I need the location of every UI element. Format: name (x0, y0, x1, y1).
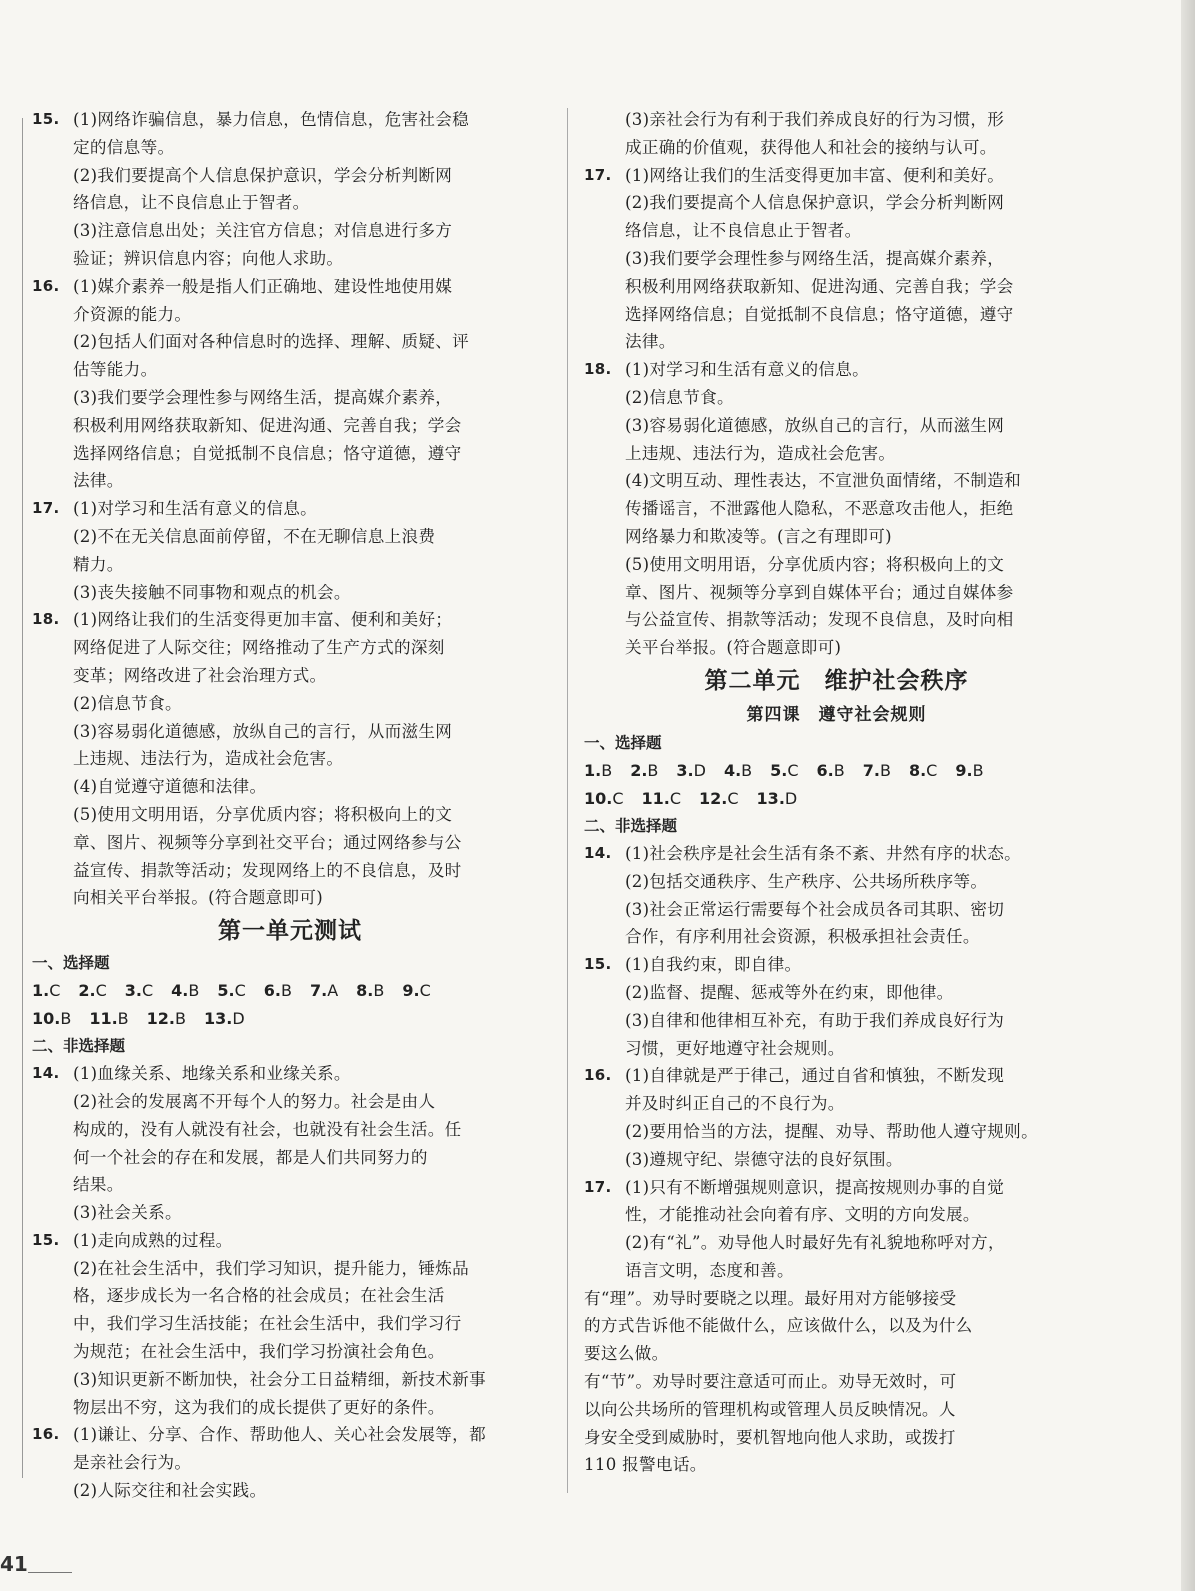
choice-answer (584, 789, 624, 808)
question-number: 17. (584, 165, 612, 184)
choice-number: 4. (723, 760, 742, 780)
choice-answer (630, 761, 658, 780)
answer-line: (2)社会的发展离不开每个人的努力。社会是由人 (73, 1091, 436, 1111)
answer-line: 的方式告诉他不能做什么，应该做什么，以及为什么 (584, 1316, 973, 1336)
answer-line: 成正确的价值观，获得他人和社会的接纳与认可。 (625, 137, 997, 157)
choice-letter: B (601, 760, 613, 780)
choice-heading: 一、选择题 (32, 954, 110, 973)
answer-line: (3)丧失接触不同事物和观点的机会。 (73, 582, 351, 602)
answer-line: 物层出不穷，这为我们的成长提供了更好的条件。 (73, 1397, 445, 1417)
question-number: 16. (584, 1066, 612, 1085)
question-number: 18. (32, 610, 60, 629)
answer-line: 语言文明，态度和善。 (625, 1260, 794, 1280)
choice-number: 5. (217, 981, 235, 1001)
answer-line: (3)我们要学会理性参与网络生活，提高媒介素养， (625, 248, 1005, 268)
question-16 (32, 273, 548, 495)
test-question-16 (32, 1421, 548, 1504)
choice-letter: B (373, 981, 385, 1001)
answer-line: (1)网络诈骗信息，暴力信息，色情信息，危害社会稳 (73, 110, 470, 129)
choice-answer (264, 981, 292, 1000)
answer-line: (2)要用恰当的方法，提醒、劝导、帮助他人遵守规则。 (625, 1121, 1038, 1141)
right-column (584, 106, 1089, 1479)
answer-line: (1)对学习和生活有意义的信息。 (73, 499, 318, 519)
answer-line: 110 报警电话。 (584, 1455, 707, 1475)
answer-line: (4)文明互动、理性表达，不宣泄负面情绪，不制造和 (625, 471, 1022, 491)
choice-answer (78, 981, 106, 1000)
answer-line: (2)有“礼”。劝导他人时最好先有礼貌地称呼对方， (625, 1233, 1005, 1253)
answer-line: (3)亲社会行为有利于我们养成良好的行为习惯，形 (625, 110, 1005, 129)
choice-answer (147, 1009, 186, 1028)
question-18 (32, 606, 548, 912)
answer-line: 法律。 (73, 471, 124, 491)
choice-answer (770, 761, 798, 780)
choice-number: 2. (630, 760, 648, 780)
choice-letter: C (727, 788, 739, 808)
answer-line: 益宣传、捐款等活动；发现网络上的不良信息，及时 (73, 860, 462, 880)
test-question-18 (584, 356, 1089, 662)
answer-line: 习惯，更好地遵守社会规则。 (625, 1038, 845, 1058)
choice-answer (32, 981, 60, 1000)
choice-number: 7. (309, 981, 328, 1001)
choice-number: 10. (584, 788, 613, 808)
left-column (32, 106, 548, 1505)
answer-line: 网络暴力和欺凌等。(言之有理即可) (625, 526, 892, 546)
answer-line: (3)容易弱化道德感，放纵自己的言行，从而滋生网 (625, 415, 1005, 435)
choice-letter: C (787, 760, 799, 780)
answer-line: (5)使用文明用语，分享优质内容；将积极向上的文 (73, 804, 453, 824)
question-number: 15. (32, 1230, 60, 1249)
question-number: 16. (32, 1425, 60, 1444)
answer-line: 并及时纠正自己的不良行为。 (625, 1094, 845, 1114)
answer-line: 构成的，没有人就没有社会，也就没有社会生活。任 (73, 1119, 462, 1139)
choice-answer (724, 761, 752, 780)
question-number: 14. (584, 843, 612, 862)
unit-2-title: 第二单元 维护社会秩序 (704, 667, 969, 694)
choice-number: 10. (32, 1009, 61, 1029)
choice-letter: B (280, 981, 292, 1001)
column-divider (567, 108, 568, 1493)
unit-test-title: 第一单元测试 (218, 918, 362, 945)
choice-number: 11. (641, 788, 670, 808)
answer-line: (4)自觉遵守道德和法律。 (73, 777, 267, 797)
question-number: 18. (584, 360, 612, 379)
choice-letter: C (669, 788, 682, 808)
answer-line: 性，才能推动社会向着有序、文明的方向发展。 (625, 1205, 980, 1225)
choice-number: 13. (756, 788, 785, 808)
answer-line: 以向公共场所的管理机构或管理人员反映情况。人 (584, 1399, 956, 1419)
answer-line: 积极利用网络获取新知、促进沟通、完善自我；学会 (625, 276, 1014, 296)
question-number: 15. (32, 110, 60, 128)
answer-line: (5)使用文明用语，分享优质内容；将积极向上的文 (625, 554, 1005, 574)
choice-letter: B (175, 1009, 186, 1029)
answer-line: 身安全受到威胁时，要机智地向他人求助，或拨打 (584, 1427, 956, 1447)
left-margin-rule (22, 118, 23, 1478)
choice-number: 5. (770, 760, 788, 780)
question-number: 17. (32, 499, 60, 518)
choice-number: 12. (699, 788, 728, 808)
answer-line: 络信息，让不良信息止于智者。 (73, 193, 310, 213)
answer-line: (3)知识更新不断加快，社会分工日益精细，新技术新事 (73, 1369, 486, 1389)
choice-letter: C (49, 981, 61, 1001)
answer-line: (2)包括人们面对各种信息时的选择、理解、质疑、评 (73, 332, 470, 352)
answer-line: 上违规、违法行为，造成社会危害。 (625, 443, 896, 463)
choice-letter: B (60, 1009, 72, 1029)
choice-number: 7. (862, 760, 880, 780)
answer-line: 选择网络信息；自觉抵制不良信息；恪守道德，遵守 (73, 443, 462, 463)
answer-line: (2)我们要提高个人信息保护意识，学会分析判断网 (73, 165, 453, 185)
answer-line: 定的信息等。 (73, 137, 175, 157)
choice-letter: D (232, 1009, 245, 1029)
test-question-14 (32, 1060, 548, 1227)
choice-letter: C (926, 760, 938, 780)
answer-line: (1)自我约束，即自律。 (625, 955, 802, 975)
answer-line: (1)走向成熟的过程。 (73, 1230, 233, 1250)
choice-number: 3. (124, 981, 142, 1001)
choice-letter: B (741, 760, 753, 780)
answer-line: 为规范；在社会生活中，我们学习扮演社会角色。 (73, 1342, 445, 1362)
choice-answer (402, 981, 430, 1000)
answer-line: (2)信息节食。 (625, 387, 734, 407)
answer-line: 验证；辨识信息内容；向他人求助。 (73, 248, 344, 268)
question-number: 14. (32, 1064, 60, 1083)
choice-answer (757, 789, 798, 808)
choice-number: 9. (955, 760, 973, 780)
lesson-question-15 (584, 951, 1089, 1062)
answer-line: 变革；网络改进了社会治理方式。 (73, 665, 327, 685)
choice-letter: C (142, 981, 154, 1001)
choice-answer (584, 761, 612, 780)
choice-answer (125, 981, 153, 1000)
choice-number: 8. (908, 760, 927, 780)
choice-answers-row (584, 757, 1089, 785)
choice-letter: B (647, 760, 659, 780)
question-17 (32, 495, 548, 606)
choice-number: 6. (816, 760, 834, 780)
choice-number: 9. (402, 981, 420, 1001)
choice-answer (863, 761, 891, 780)
choice-answer (817, 761, 845, 780)
answer-line: (3)容易弱化道德感，放纵自己的言行，从而滋生网 (73, 721, 453, 741)
answer-line: 络信息，让不良信息止于智者。 (625, 221, 862, 241)
answer-line: (3)社会正常运行需要每个社会成员各司其职、密切 (625, 899, 1005, 919)
choice-letter: A (327, 981, 339, 1001)
choice-number: 12. (146, 1009, 175, 1029)
answer-line: (3)社会关系。 (73, 1203, 182, 1223)
choice-letter: C (234, 981, 246, 1001)
answer-line: 法律。 (625, 332, 676, 352)
choice-letter: B (972, 760, 984, 780)
answer-line: 有“理”。劝导时要晓之以理。最好用对方能够接受 (584, 1288, 957, 1308)
choice-letter: B (117, 1009, 129, 1029)
answer-line: 网络促进了人际交往；网络推动了生产方式的深刻 (73, 638, 445, 658)
choice-answers-row (32, 977, 548, 1005)
choice-heading: 一、选择题 (584, 733, 662, 752)
answer-line: 上违规、违法行为，造成社会危害。 (73, 749, 344, 769)
answer-line: 有“节”。劝导时要注意适可而止。劝导无效时，可 (584, 1372, 957, 1392)
choice-number: 13. (203, 1009, 233, 1029)
answer-line: (3)注意信息出处；关注官方信息；对信息进行多方 (73, 221, 453, 241)
choice-letter: D (693, 760, 706, 780)
choice-number: 3. (676, 760, 694, 780)
answer-line: (1)对学习和生活有意义的信息。 (625, 360, 870, 380)
choice-answer (676, 761, 706, 780)
answer-line: (1)自律就是严于律己，通过自省和慎独，不断发现 (625, 1066, 1005, 1086)
choice-number: 2. (78, 981, 96, 1001)
choice-answer (642, 789, 682, 808)
answer-line: (1)网络让我们的生活变得更加丰富、便利和美好； (73, 610, 453, 630)
choice-answer (217, 981, 245, 1000)
test-question-15 (32, 1227, 548, 1422)
question-number: 17. (584, 1177, 612, 1196)
answer-line: (2)不在无关信息面前停留，不在无聊信息上浪费 (73, 526, 436, 546)
answer-line: 结果。 (73, 1175, 124, 1195)
answer-line: 选择网络信息；自觉抵制不良信息；恪守道德，遵守 (625, 304, 1014, 324)
choice-answer (699, 789, 739, 808)
nonchoice-heading: 二、非选择题 (584, 816, 678, 835)
lesson-question-17 (584, 1174, 1089, 1285)
choice-answer (909, 761, 937, 780)
answer-line: 何一个社会的存在和发展，都是人们共同努力的 (73, 1147, 428, 1167)
choice-answers-row (32, 1005, 548, 1033)
page-number: 41 (0, 1552, 28, 1576)
choice-answer (89, 1009, 128, 1028)
answer-line: (2)在社会生活中，我们学习知识，提升能力，锤炼品 (73, 1258, 470, 1278)
choice-number: 1. (32, 981, 50, 1001)
answer-line: 估等能力。 (73, 360, 158, 380)
choice-letter: B (188, 981, 200, 1001)
lesson-question-16 (584, 1062, 1089, 1173)
answer-line: 章、图片、视频等分享到社交平台；通过网络参与公 (73, 832, 462, 852)
answer-line: (2)信息节食。 (73, 693, 182, 713)
choice-answer (32, 1009, 71, 1028)
choice-number: 6. (263, 981, 281, 1001)
answer-line: 合作，有序利用社会资源，积极承担社会责任。 (625, 927, 980, 947)
answer-line: 与公益宣传、捐款等活动；发现不良信息，及时向相 (625, 610, 1014, 630)
choice-number: 4. (171, 981, 189, 1001)
choice-letter: D (784, 788, 798, 808)
choice-number: 8. (356, 981, 374, 1001)
choice-answer (955, 761, 983, 780)
answer-line: (3)自律和他律相互补充，有助于我们养成良好行为 (625, 1010, 1005, 1030)
answer-line: 介资源的能力。 (73, 304, 192, 324)
choice-letter: C (612, 788, 624, 808)
answer-line: (3)遵规守纪、崇德守法的良好氛围。 (625, 1149, 903, 1169)
answer-line: 是亲社会行为。 (73, 1453, 192, 1473)
page-edge-shadow (1181, 0, 1195, 1591)
nonchoice-heading: 二、非选择题 (32, 1037, 126, 1056)
answer-line: 积极利用网络获取新知、促进沟通、完善自我；学会 (73, 415, 462, 435)
choice-answers-row (584, 785, 1089, 813)
test-question-16-continued (584, 106, 1089, 162)
question-number: 15. (584, 955, 612, 974)
question-number: 16. (32, 276, 60, 295)
answer-line: 章、图片、视频等分享到自媒体平台；通过自媒体参 (625, 582, 1014, 602)
choice-answer (204, 1009, 245, 1028)
answer-line: 要这么做。 (584, 1344, 669, 1364)
choice-answer (310, 981, 338, 1000)
answer-line: 精力。 (73, 554, 124, 574)
answer-line: 中，我们学习生活技能；在社会生活中，我们学习行 (73, 1314, 462, 1334)
lesson-question-17-notes (584, 1285, 1089, 1480)
answer-line: (1)媒介素养一般是指人们正确地、建设性地使用媒 (73, 276, 453, 296)
choice-letter: C (419, 981, 431, 1001)
lesson-4-title: 第四课 遵守社会规则 (746, 704, 927, 725)
answer-line: (2)人际交往和社会实践。 (73, 1481, 267, 1501)
choice-answer (171, 981, 199, 1000)
choice-number: 1. (584, 760, 602, 780)
question-15 (32, 106, 548, 273)
answer-line: 向相关平台举报。(符合题意即可) (73, 888, 324, 908)
answer-line: (2)包括交通秩序、生产秩序、公共场所秩序等。 (625, 871, 988, 891)
choice-letter: B (879, 760, 891, 780)
answer-line: (1)网络让我们的生活变得更加丰富、便利和美好。 (625, 165, 1005, 185)
answer-line: (2)监督、提醒、惩戒等外在约束，即他律。 (625, 982, 954, 1002)
test-question-17 (584, 162, 1089, 357)
answer-line: (2)我们要提高个人信息保护意识，学会分析判断网 (625, 193, 1005, 213)
answer-line: 格，逐步成长为一名合格的社会成员；在社会生活 (73, 1286, 445, 1306)
answer-line: (1)只有不断增强规则意识，提高按规则办事的自觉 (625, 1177, 1005, 1197)
lesson-question-14 (584, 840, 1089, 951)
answer-line: (1)社会秩序是社会生活有条不紊、井然有序的状态。 (625, 843, 1022, 863)
page-number-rule (28, 1572, 72, 1573)
answer-line: (3)我们要学会理性参与网络生活，提高媒介素养， (73, 387, 453, 407)
answer-line: 传播谣言，不泄露他人隐私，不恶意攻击他人，拒绝 (625, 499, 1014, 519)
answer-line: (1)谦让、分享、合作、帮助他人、关心社会发展等，都 (73, 1425, 486, 1445)
choice-answer (356, 981, 384, 1000)
answer-line: 关平台举报。(符合题意即可) (625, 638, 842, 658)
choice-letter: B (833, 760, 845, 780)
choice-letter: C (95, 981, 107, 1001)
answer-line: (1)血缘关系、地缘关系和业缘关系。 (73, 1064, 351, 1084)
choice-number: 11. (89, 1009, 118, 1029)
